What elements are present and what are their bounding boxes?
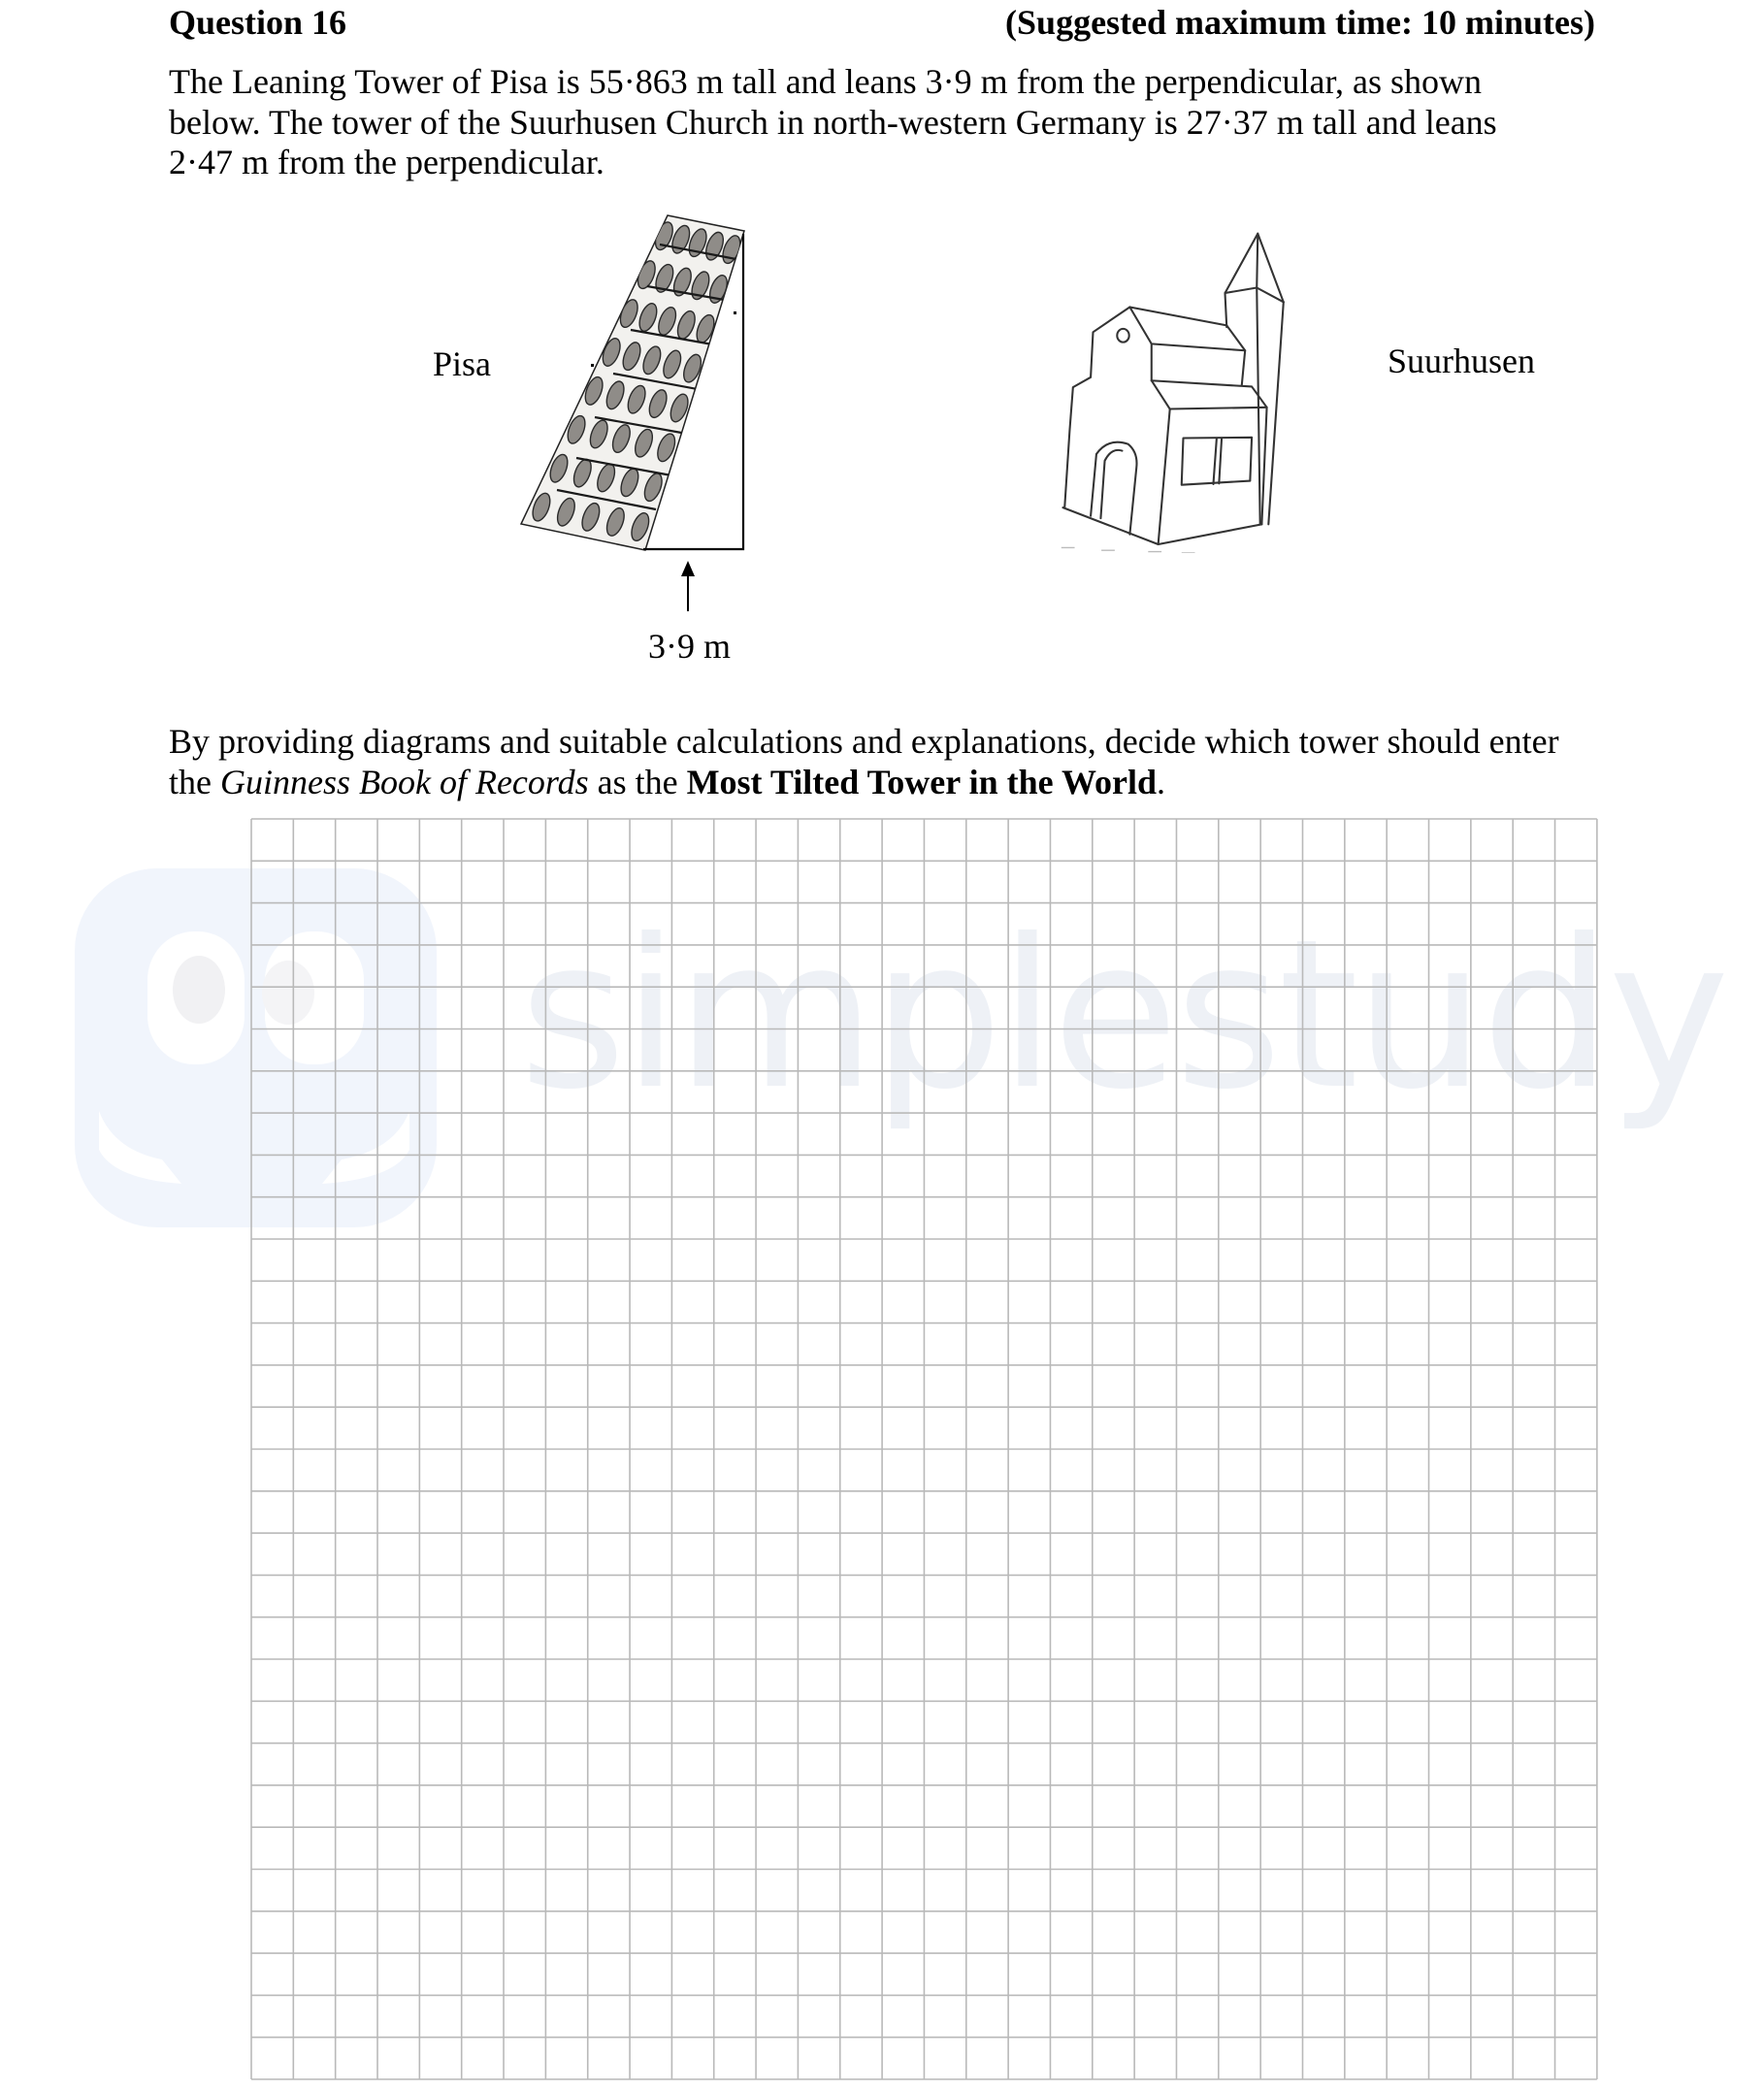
suurhusen-label: Suurhusen xyxy=(1388,342,1535,380)
intro-line: The Leaning Tower of Pisa is 55·863 m tall and leans 3·9 m from the perpendicular, as shown xyxy=(169,62,1483,101)
pisa-label: Pisa xyxy=(433,344,492,383)
task-line-1: By providing diagrams and suitable calculations and explanations, decide which tower should enter xyxy=(169,722,1559,761)
suurhusen-church-diagram xyxy=(1048,213,1572,553)
intro-line: 2·47 m from the perpendicular. xyxy=(169,143,604,181)
up-arrow-icon xyxy=(674,557,703,615)
intro-paragraph xyxy=(169,62,1497,183)
task-text: . xyxy=(1156,762,1165,801)
task-text: the xyxy=(169,762,220,801)
task-text: as the xyxy=(588,762,687,801)
suggested-time: (Suggested maximum time: 10 minutes) xyxy=(1005,3,1595,42)
intro-line: below. The tower of the Suurhusen Church in north-western Germany is 27·37 m tall and leans xyxy=(169,102,1497,142)
church-icon xyxy=(1062,234,1283,544)
pisa-tower-icon xyxy=(521,215,744,550)
pisa-tower-diagram xyxy=(505,204,757,563)
book-title: Guinness Book of Records xyxy=(219,762,589,801)
answer-grid[interactable] xyxy=(250,818,1598,2080)
task-line-2 xyxy=(169,763,1559,803)
record-title: Most Tilted Tower in the World xyxy=(686,762,1157,801)
pisa-lean-label: 3·9 m xyxy=(648,627,731,666)
question-number: Question 16 xyxy=(169,3,347,42)
watermark-text: simplestudy xyxy=(519,895,1726,1134)
task-paragraph xyxy=(169,722,1559,802)
